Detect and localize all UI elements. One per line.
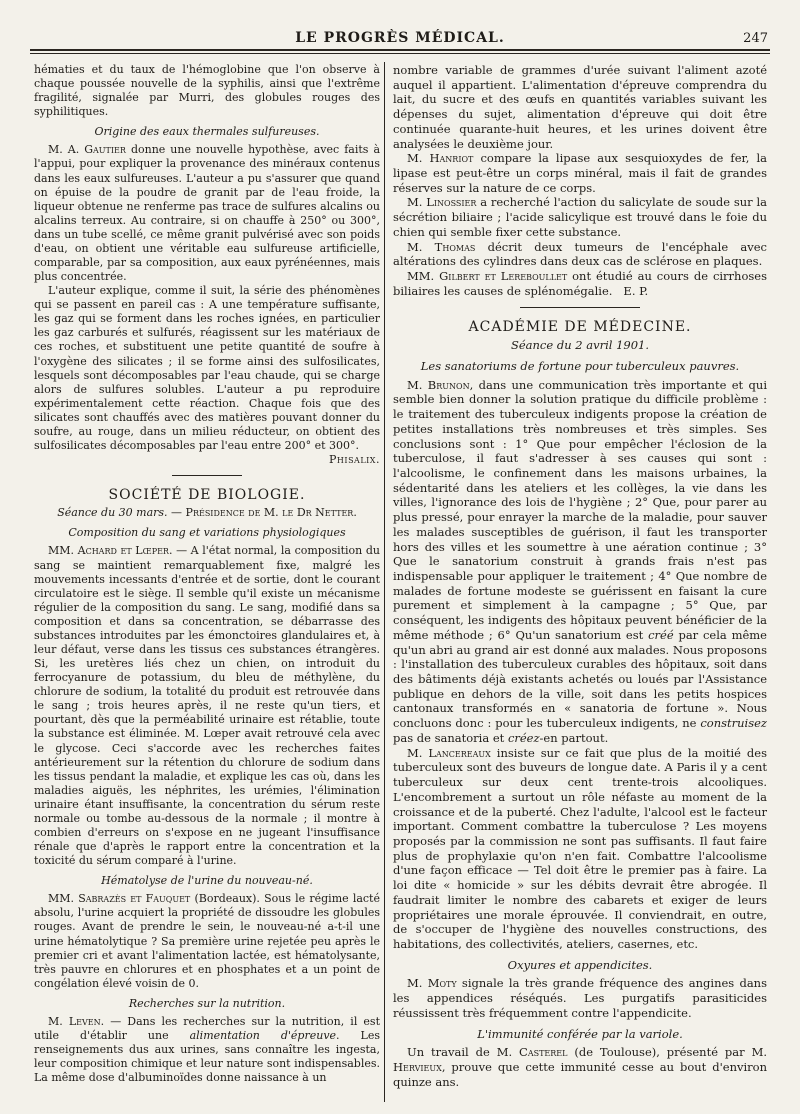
header-rule-thick (30, 49, 770, 51)
paragraph-casterel-c: , prouve que cette immunité cesse au bout d'environ quinze ans. (393, 1060, 767, 1089)
section-societe-biologie: SOCIÉTÉ DE BIOLOGIE. (108, 487, 306, 504)
author-brunon: M. Brunon, (407, 377, 474, 392)
header-rule-thin (30, 53, 770, 54)
author-leven: M. Leven. (48, 1014, 105, 1028)
author-thomas: M. Thomas (407, 239, 476, 254)
emphasis-alimentation: alimentation d'épreuve (189, 1029, 337, 1042)
emphasis-cree: créé (648, 627, 674, 642)
paragraph-hanriot (393, 151, 767, 195)
paragraph-linossier (393, 195, 767, 239)
author-achard-loeper: MM. Achard et Lœper. (48, 544, 173, 558)
author-gautier: M. A. Gautier (48, 143, 126, 157)
paragraph-thomas (393, 240, 767, 269)
paragraph-leven-text-a: — Dans les recherches sur la nutrition, il est utile d'établir une (34, 1014, 380, 1042)
seance-date-biologie: Séance du 30 mars. (57, 506, 168, 520)
author-sabrazes-fauquet: MM. Sabrazès et Fauquet (48, 892, 191, 906)
author-linossier: M. Linossier (407, 195, 477, 210)
paragraph-casterel-b: (de Toulouse), présenté par (567, 1045, 752, 1060)
paragraph-achard-loeper (34, 544, 380, 868)
paragraph-hematies: hématies et du taux de l'hémoglobine que l'on observe à chaque poussée nouvelle de la syphilis, ainsi que l'extrême fragilité, signalée par Murri, des globules rouges des syphilitiques. (34, 63, 380, 119)
paragraph-hanriot-text: compare la lipase aux sesquioxydes de fer, la lipase est peut-être un corps minéral, mais il fait de grandes réserves sur la nature de ce corps. (393, 151, 767, 195)
paragraph-moty-text: signale la très grande fréquence des angines dans les appendices réséqués. Les purgatifs parasiticides réussissent très fréquemment contre l'appendicite. (393, 976, 767, 1020)
paragraph-gautier-text: donne une nouvelle hypothèse, avec faits à l'appui, pour expliquer la provenance des minéraux contenus dans les eaux sulfureuses. L'auteur a pu s'assurer que quand on épuise de la poudre de granit par de l'eau froide, la liqueur obtenue ne renferme pas trace de sulfures alcalins ou alcalins terreux. Au contraire, si on chauffe à 250° ou 300°, dans un tube scellé, ce même granit pulvérisé avec son poids d'eau, on obtient une véritable eau sulfureuse artificielle, comparable, par sa composition, aux eaux pyrénéennes, mais plus concentrée. (34, 143, 381, 284)
paragraph-brunon-mid: par cela même qu'un abri au grand air est donné aux malades. Nous proposons : l'installation des tuberculeux curables des hôpitaux, soit dans des bâtiments déjà existants achetés ou loués par l'Assistance publique en dehors de la ville, soit dans les petits hospices cantonaux transformés en « sanatoria de fortune ». Nous concluons donc : pour les tuberculeux indigents, ne (393, 627, 767, 731)
column-divider (384, 62, 385, 1102)
paragraph-brunon-mid2: pas de sanatoria et (393, 730, 508, 745)
paragraph-thomas-text: décrit deux tumeurs de l'encéphale avec altérations des cylindres dans deux cas de sclérose en plaques. (393, 239, 767, 269)
subheading-sanatoriums: Les sanatoriums de fortune pour tuberculeux pauvres. (420, 358, 740, 373)
subheading-immunite-variole: L'immunité conférée par la variole. (477, 1026, 683, 1041)
seance-presidence: — Présidence de M. le Dr Netter. (167, 506, 357, 520)
seance-line-biologie (34, 506, 380, 520)
signature-ep: E. P. (623, 283, 649, 298)
paragraph-casterel-a: Un travail de (407, 1045, 497, 1060)
paragraph-gilbert-text: ont étudié au cours de cirrhoses biliaires les causes de splénomégalie. (393, 269, 767, 298)
subheading-eaux-thermales: Origine des eaux thermales sulfureuses. (94, 125, 320, 139)
journal-title: LE PROGRÈS MÉDICAL. (295, 30, 505, 46)
seance-date-academie: Séance du 2 avril 1901. (510, 338, 650, 353)
page-number: 247 (743, 31, 768, 46)
signature-phisalix: Phisalix. (329, 453, 380, 467)
paragraph-leven-text-b: . Les renseignements dus aux urines, sans connaître les ingesta, leur composition chimique et leur nature sont indispensables. La même dose d'albuminoïdes donne naissance à un (34, 1029, 380, 1085)
paragraph-sabrazes-text: (Bordeaux). Sous le régime lacté absolu, l'urine acquiert la propriété de dissoudre les globules rouges. Avant de prendre le sein, le nouveau-né a-t-il une urine hématolytique ? Sa première urine rejetée peu après le premier cri et avant l'alimentation lactée, est hématolysante, très pauvre en chlorures et en phosphates et a un point de congélation élevé voisin de 0. (34, 892, 380, 990)
subheading-hematolyse: Hématolyse de l'urine du nouveau-né. (101, 874, 313, 888)
section-rule (520, 307, 640, 308)
paragraph-gilbert-lereboullet (393, 269, 767, 298)
author-casterel: M. Casterel (496, 1045, 568, 1060)
emphasis-creez: créez (507, 730, 540, 745)
author-hanriot: M. Hanriot (407, 151, 474, 166)
author-hervieux: M. Hervieux (393, 1045, 767, 1074)
subheading-oxyures: Oxyures et appendicites. (507, 957, 653, 972)
author-lancereaux: M. Lancereaux (407, 745, 491, 760)
paragraph-achard-loeper-text: — A l'état normal, la composition du sang se maintient remarquablement fixe, malgré les mouvements incessants d'entrée et de sortie, dont le courant circulatoire est le siège. Il semble qu'il existe un mécanisme régulier de la composition du sang. Le sang, modifié dans sa composition et dans sa concentration, se débarrasse des substances introduites par les émonctoires glandulaires et, à leur défaut, verse dans les tissus ces substances étrangères. Si, les uretères liés chez un chien, on introduit du ferrocyanure de potassium, du bleu de méthylène, du chlorure de sodium, la totalité du produit est retrouvée dans le sang ; trois heures après, il ne reste qu'un tiers, et pourtant, dès que la perméabilité urinaire est rétablie, toute la substance est éliminée. M. Lœper avait retrouvé cela avec le glycose. Ceci s'accorde avec les recherches faites antérieurement sur la rétention du chlorure de sodium dans les tissus pendant la maladie, et explique les cas où, dans les maladies aiguës, les néphrites, les urémies, l'élimination urinaire étant insuffisante, la concentration du sérum reste normale ou tombe au-dessous de la normale ; il montre à combien d'erreurs on s'expose en ne jugeant l'insuffisance rénale que d'après le rapport entre la concentration et la toxicité du sérum comparé à l'urine. (34, 544, 381, 868)
paragraph-moty (393, 976, 767, 1020)
subheading-composition-sang: Composition du sang et variations physiologiques (68, 526, 346, 540)
paragraph-brunon-text: dans une communication très importante et qui semble bien donner la solution pratique du difficile problème : le traitement des tuberculeux indigents propose la création de petites installations très nombreuses et très simples. Ses conclusions sont : 1° Que pour empêcher l'éclosion de la tuberculose, il faut s'adresser à ses causes qui sont : l'alcoolisme, le confinement dans les maisons urbaines, la sédentarité dans les ateliers et les collèges, la vie dans les villes, l'ignorance des lois de l'hygiène ; 2° Que, pour parer au plus pressé, pour enrayer la marche de la maladie, pour sauver les malades susceptibles de guérison, il faut les transporter hors des villes et les soumettre à une aération continue ; 3° Que le sanatorium construit à grands frais n'est pas indispensable pour appliquer le traitement ; 4° Que nombre de malades de fortune modeste se guérissent en faisant la cure purement et simplement à la campagne ; 5° Que, par conséquent, les indigents des hôpitaux peuvent bénéficier de la même méthode ; 6° Qu'un sanatorium est (393, 377, 767, 642)
author-gilbert-lereboullet: MM. Gilbert et Lereboullet (407, 269, 568, 284)
paragraph-auteur-explique: L'auteur explique, comme il suit, la série des phénomènes qui se passent en pareil cas : A une température suffisante, les gaz qui se forment dans les roches ignées, en particulier les gaz carburés et sulfurés, réagissent sur les matériaux de ces roches, et substituent une petite quantité de soufre à l'oxygène des silicates ; il se forme ainsi des sulfosilicates, lesquels sont décomposables par l'eau chaude, qui se charge alors de sulfures solubles. L'auteur a pu reproduire expérimentalement cette réaction. Chaque fois que des silicates sont chauffés avec des matières pouvant donner du soufre, au rouge, dans un milieu réducteur, on obtient des sulfosilicates décomposables par l'eau entre 200° et 300°. (34, 284, 380, 453)
paragraph-uree: nombre variable de grammes d'urée suivant l'aliment azoté auquel il appartient. L'alimentation d'épreuve comprendra du lait, du sucre et des œufs en quantités variables suivant les dépenses du sujet, alimentation d'épreuve qui doit être continuée quarante-huit heures, et les urines doivent être analysées le deuxième jour. (393, 63, 767, 151)
author-moty: M. Moty (407, 976, 457, 991)
section-rule (172, 475, 242, 476)
section-academie-medecine: ACADÉMIE DE MÉDECINE. (468, 318, 692, 335)
emphasis-construisez: construisez (700, 716, 767, 731)
paragraph-brunon (393, 378, 767, 746)
paragraph-lancereaux-text: insiste sur ce fait que plus de la moitié des tuberculeux sont des buveurs de longue date. A Paris il y a cent tuberculeux sur deux cent trente-trois alcooliques. L'encombrement a surtout un rôle néfaste au moment de la croissance et de la puberté. Chez l'adulte, l'alcool est le facteur important. Comment combattre la tuberculose ? Les moyens proposés par la commission ne sont pas suffisants. Il faut faire plus de prophylaxie qu'on n'en fait. Combattre l'alcoolisme d'une façon efficace — Tel doit être le premier pas à faire. La loi dite « homicide » sur les débits devrait être abrogée. Il faudrait limiter le nombre des cabarets et exiger de leurs propriétaires une morale éprouvée. Il conviendrait, en outre, de s'occuper de l'hygiène des nouvelles constructions, des habitations, des collectivités, ateliers, casernes, etc. (393, 745, 767, 951)
paragraph-brunon-end: -en partout. (539, 730, 609, 745)
paragraph-linossier-text: a recherché l'action du salicylate de soude sur la sécrétion biliaire ; l'acide salicylique est trouvé dans le foie du chien qui semble fixer cette substance. (393, 195, 767, 239)
paragraph-sabrazes-fauquet (34, 892, 380, 991)
paragraph-gautier (34, 143, 380, 284)
paragraph-casterel (393, 1045, 767, 1089)
subheading-nutrition: Recherches sur la nutrition. (128, 996, 286, 1010)
paragraph-leven (34, 1015, 380, 1085)
paragraph-lancereaux (393, 746, 767, 952)
right-column (393, 63, 767, 1089)
left-column (34, 63, 380, 1085)
